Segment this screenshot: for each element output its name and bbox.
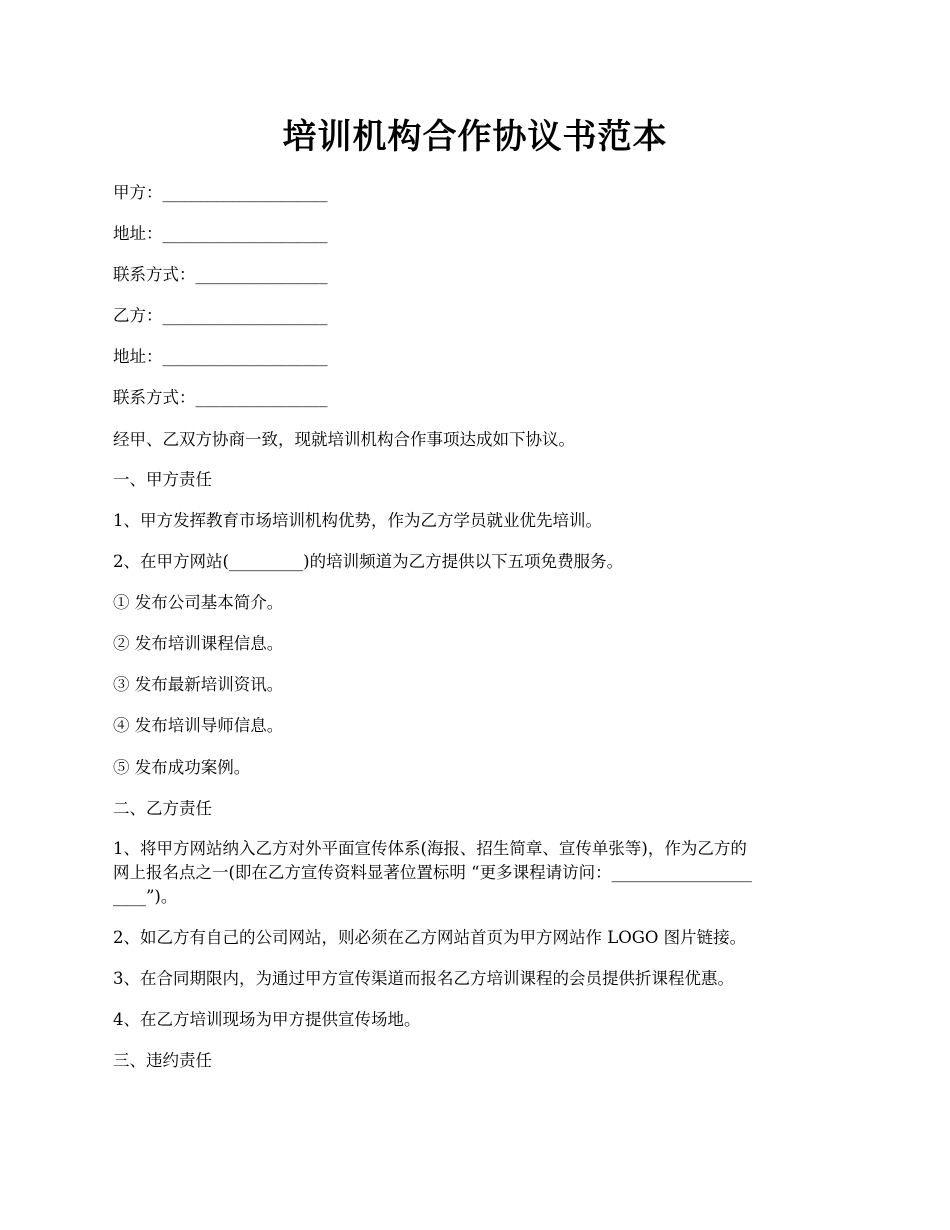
party-b-address-field: 地址：____________________ [113,347,328,366]
service-item-2: ② 发布培训课程信息。 [113,634,284,653]
party-a-address-field: 地址：____________________ [113,224,328,243]
section-1-item-1: 1、甲方发挥教育市场培训机构优势，作为乙方学员就业优先培训。 [113,511,602,530]
section-1-item-2: 2、在甲方网站(_________)的培训频道为乙方提供以下五项免费服务。 [113,552,624,571]
party-b-contact-field: 联系方式：________________ [113,388,328,407]
service-item-5: ⑤ 发布成功案例。 [113,758,251,777]
section-2-item-4: 4、在乙方培训现场为甲方提供宣传场地。 [113,1010,421,1029]
section-2-item-1-line-3: ____”)。 [113,887,178,906]
section-2-heading: 二、乙方责任 [113,799,212,818]
section-2-item-1-line-1: 1、将甲方网站纳入乙方对外平面宣传体系(海报、招生简章、宣传单张等)，作为乙方的 [113,839,747,858]
party-a-contact-field: 联系方式：________________ [113,265,328,284]
document-title: 培训机构合作协议书范本 [282,117,668,157]
party-b-field: 乙方：____________________ [113,306,328,325]
section-1-heading: 一、甲方责任 [113,470,212,489]
party-a-field: 甲方：____________________ [113,183,328,202]
intro-paragraph: 经甲、乙双方协商一致，现就培训机构合作事项达成如下协议。 [113,430,575,449]
section-2-item-2: 2、如乙方有自己的公司网站，则必须在乙方网站首页为甲方网站作 LOGO 图片链接。 [113,928,747,947]
section-3-heading: 三、违约责任 [113,1051,212,1070]
service-item-3: ③ 发布最新培训资讯。 [113,675,284,694]
service-item-4: ④ 发布培训导师信息。 [113,716,284,735]
section-2-item-3: 3、在合同期限内，为通过甲方宣传渠道而报名乙方培训课程的会员提供折课程优惠。 [113,969,734,988]
service-item-1: ① 发布公司基本简介。 [113,593,284,612]
section-2-item-1-line-2: 网上报名点之一(即在乙方宣传资料显著位置标明 “更多课程请访问：_________________ [113,863,752,882]
